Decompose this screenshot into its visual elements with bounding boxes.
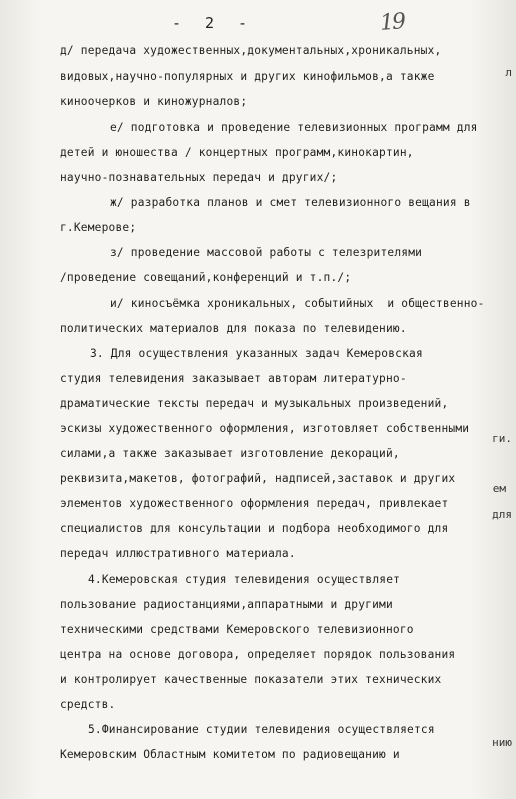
- text-line: и контролирует качественные показатели этих технических: [60, 673, 442, 686]
- text-line: драматические тексты передач и музыкальных произведений,: [60, 397, 449, 410]
- text-line: и/ киносъёмка хроникальных, событийных и общественно-: [110, 297, 485, 310]
- text-line: киноочерков и киножурналов;: [60, 95, 248, 108]
- text-line: студия телевидения заказывает авторам литературно-: [60, 372, 407, 385]
- text-line: силами,а также заказывает изготовление декораций,: [60, 447, 400, 460]
- text-line: элементов художественного оформления передач, привлекает: [60, 497, 449, 510]
- margin-mark: нию: [492, 736, 512, 749]
- text-line: реквизита,макетов, фотографий, надписей,заставок и других: [60, 472, 456, 485]
- text-line: детей и юношества / концертных программ,кинокартин,: [60, 146, 414, 159]
- text-line: специалистов для консультации и подбора необходимого для: [60, 522, 449, 535]
- margin-mark: ги.: [492, 432, 512, 445]
- text-line: 4.Кемеровская студия телевидения осуществляет: [88, 573, 401, 586]
- header-dash-right: -: [238, 14, 248, 32]
- text-line: г.Кемерове;: [60, 221, 137, 234]
- text-line: техническими средствами Кемеровского телевизионного: [60, 623, 414, 636]
- text-line: ж/ разработка планов и смет телевизионного вещания в: [110, 196, 471, 209]
- text-line: д/ передача художественных,документальных,хроникальных,: [60, 44, 442, 57]
- page-header: [0, 10, 516, 34]
- text-line: /проведение совещаний,конференций и т.п./;: [60, 271, 352, 284]
- page-number: 2: [205, 14, 215, 32]
- text-line: е/ подготовка и проведение телевизионных программ для: [110, 121, 478, 134]
- text-line: Кемеровским Областным комитетом по радиовещанию и: [60, 748, 400, 761]
- text-line: передач иллюстративного материала.: [60, 547, 296, 560]
- text-line: средств.: [60, 698, 116, 711]
- margin-mark: ем: [492, 482, 506, 495]
- text-line: видовых,научно-популярных и других кинофильмов,а также: [60, 70, 435, 83]
- text-line: з/ проведение массовой работы с телезрителями: [110, 246, 423, 259]
- margin-mark: л: [505, 66, 512, 79]
- margin-mark: для: [492, 508, 512, 521]
- text-line: политических материалов для показа по телевидению.: [60, 322, 407, 335]
- text-line: эскизы художественного оформления, изготовляет собственными: [60, 422, 470, 435]
- text-line: 5.Финансирование студии телевидения осуществляется: [88, 723, 435, 736]
- handwritten-page-mark: 19: [379, 9, 405, 36]
- text-line: 3. Для осуществления указанных задач Кемеровская: [90, 347, 423, 360]
- text-line: центра на основе договора, определяет порядок пользования: [60, 648, 456, 661]
- text-line: научно-познавательных передач и других/;: [60, 171, 338, 184]
- text-line: пользование радиостанциями,аппаратными и другими: [60, 598, 393, 611]
- header-dash-left: -: [172, 14, 182, 32]
